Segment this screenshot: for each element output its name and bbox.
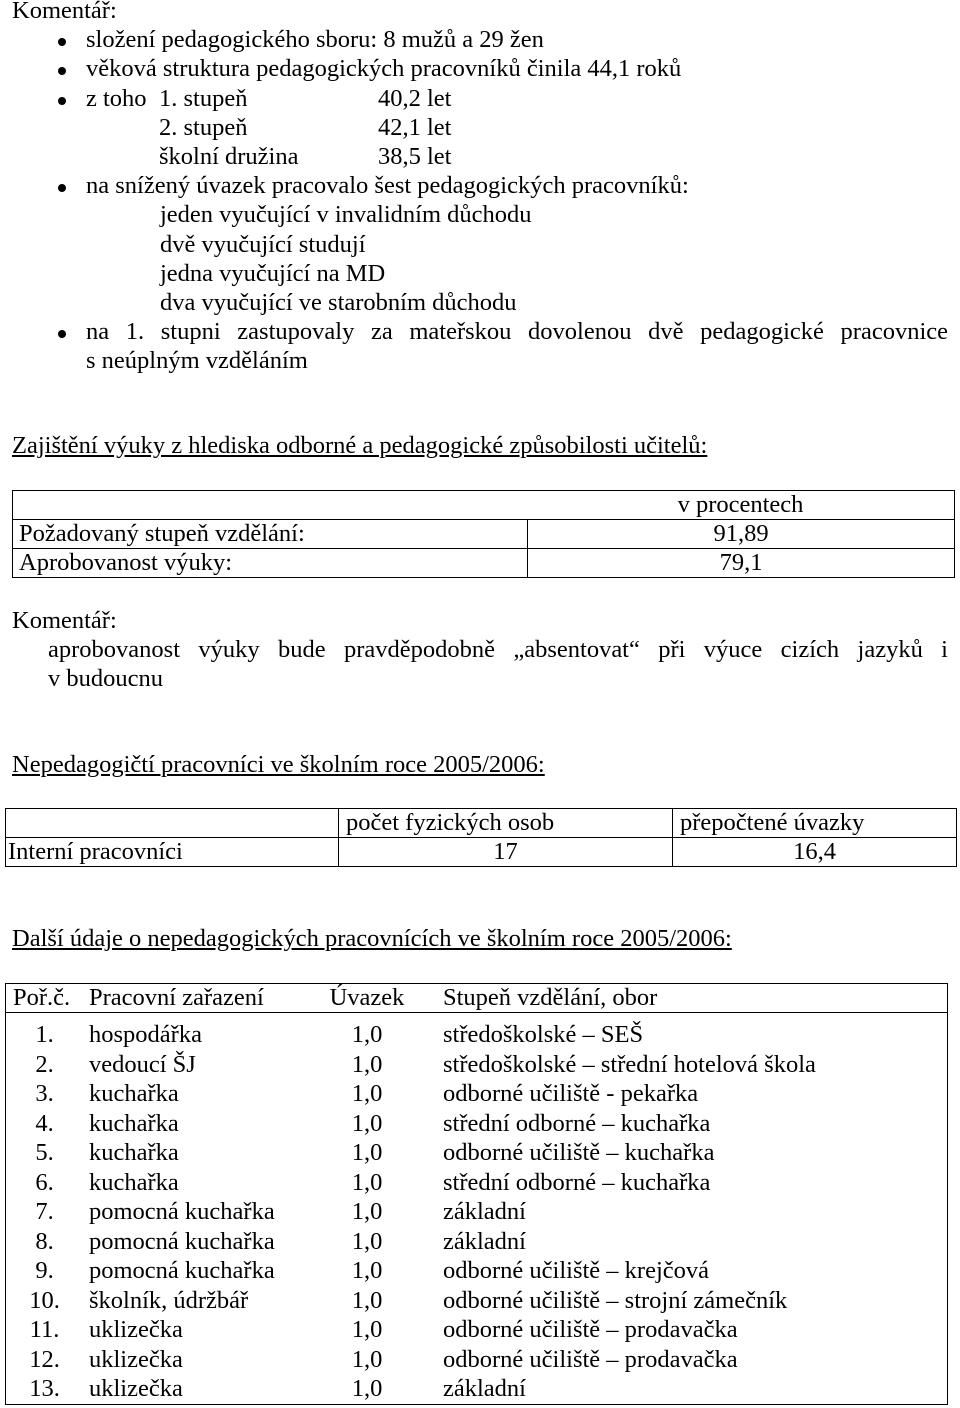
workload: 1,0 [351, 1257, 383, 1284]
workload: 1,0 [351, 1109, 383, 1137]
empty-header-cell [6, 809, 338, 837]
education-field: odborné učiliště – strojní zámečník [443, 1286, 788, 1314]
age-group-label: školní družina [159, 142, 299, 170]
education-field: základní [443, 1375, 526, 1402]
bullet-text: z toho [86, 84, 147, 112]
column-header-education: Stupeň vzdělání, obor [443, 984, 658, 1011]
age-group-value: 42,1 let [378, 113, 452, 141]
job-position: uklizečka [89, 1345, 183, 1373]
bullet-icon [58, 97, 66, 105]
sub-item-text: dvě vyučující studují [160, 230, 366, 258]
bullet-text: složení pedagogického sboru: 8 mužů a 29 žen [86, 26, 544, 54]
table-row [6, 1286, 947, 1316]
row-number: 1. [35, 1021, 54, 1048]
row-number: 10. [29, 1286, 60, 1314]
sub-item [0, 230, 960, 259]
education-field: odborné učiliště – prodavačka [443, 1316, 738, 1343]
column-header-position: Pracovní zařazení [89, 984, 264, 1011]
table-row [6, 1079, 947, 1109]
row-label: Aprobovanost výuky: [19, 549, 232, 576]
age-group-label: 1. stupeň [159, 84, 248, 112]
table-row [6, 1227, 947, 1257]
workload: 1,0 [351, 1316, 383, 1343]
bullet-item [0, 25, 960, 54]
table-row [6, 1256, 947, 1286]
fte-value: 16,4 [672, 838, 956, 866]
education-field: středoškolské – střední hotelová škola [443, 1050, 816, 1078]
table-row [6, 1138, 947, 1168]
sub-item [0, 200, 960, 229]
staff-details-table [5, 983, 948, 1405]
education-field: základní [443, 1198, 526, 1225]
workload: 1,0 [351, 1050, 383, 1078]
job-position: hospodářka [89, 1021, 202, 1048]
education-field: odborné učiliště - pekařka [443, 1080, 699, 1107]
non-teaching-heading: Nepedagogičtí pracovníci ve školním roce 2005/2006: [12, 751, 545, 778]
row-label: Požadovaný stupeň vzdělání: [19, 520, 305, 547]
row-number: 6. [35, 1168, 54, 1196]
table-row [6, 1315, 947, 1345]
empty-header-cell [13, 491, 527, 519]
workload: 1,0 [351, 1286, 383, 1314]
column-header: počet fyzických osob [338, 809, 672, 837]
table-row [6, 1345, 947, 1375]
education-field: odborné učiliště – krejčová [443, 1257, 710, 1284]
comment-label: Komentář: [12, 607, 117, 634]
job-position: pomocná kuchařka [89, 1227, 275, 1255]
table-row [6, 837, 956, 866]
job-position: uklizečka [89, 1316, 183, 1343]
comment-label: Komentář: [12, 0, 117, 24]
comment-label-row [0, 606, 960, 635]
table-row [6, 1197, 947, 1227]
workload: 1,0 [351, 1168, 383, 1196]
workload: 1,0 [351, 1080, 383, 1107]
column-header: přepočtené úvazky [672, 809, 956, 837]
job-position: školník, údržbář [89, 1286, 249, 1314]
job-position: kuchařka [89, 1139, 179, 1166]
job-position: kuchařka [89, 1080, 179, 1107]
row-number: 4. [35, 1109, 54, 1137]
job-position: kuchařka [89, 1168, 179, 1196]
row-number: 13. [29, 1375, 60, 1402]
job-position: pomocná kuchařka [89, 1198, 275, 1225]
education-field: střední odborné – kuchařka [443, 1109, 711, 1137]
sub-item-text: dva vyučující ve starobním důchodu [160, 288, 517, 316]
column-header-workload: Úvazek [329, 984, 405, 1011]
qualification-heading: Zajištění výuky z hlediska odborné a pedagogické způsobilosti učitelů: [12, 432, 708, 459]
bullet-paragraph: na 1. stupni zastupovaly za mateřskou dovolenou dvě pedagogické pracovnice s neúplným vzděláním [86, 318, 948, 375]
job-position: kuchařka [89, 1109, 179, 1137]
education-field: odborné učiliště – kuchařka [443, 1139, 715, 1166]
education-field: středoškolské – SEŠ [443, 1021, 644, 1048]
table-header-row [6, 984, 947, 1013]
table-header-row [6, 809, 956, 837]
education-field: střední odborné – kuchařka [443, 1168, 711, 1196]
row-number: 9. [35, 1257, 54, 1284]
row-number: 5. [35, 1139, 54, 1166]
sub-item [0, 259, 960, 288]
comment-section-1 [0, 0, 960, 375]
job-position: pomocná kuchařka [89, 1257, 275, 1284]
workload: 1,0 [351, 1139, 383, 1166]
non-teaching-table [5, 808, 957, 867]
table-row [6, 1168, 947, 1198]
table-row [6, 1109, 947, 1139]
table-row [13, 548, 954, 577]
headcount-value: 17 [338, 838, 672, 866]
sub-item-text: jeden vyučující v invalidním důchodu [160, 201, 532, 229]
row-value: 79,1 [527, 549, 954, 577]
comment-paragraph: aprobovanost výuky bude pravděpodobně „absentovat“ při výuce cizích jazyků i v budoucnu [48, 636, 948, 693]
row-label: Interní pracovníci [8, 838, 183, 865]
workload: 1,0 [351, 1021, 383, 1048]
row-number: 3. [35, 1080, 54, 1107]
age-group-value: 38,5 let [378, 142, 452, 170]
qualification-table [12, 490, 955, 578]
row-number: 2. [35, 1050, 54, 1078]
column-header-number: Poř.č. [13, 984, 71, 1011]
column-header: v procentech [677, 491, 804, 518]
comment-label-row [0, 0, 960, 25]
bullet-icon [58, 330, 66, 338]
table-row [6, 1050, 947, 1080]
row-value: 91,89 [527, 520, 954, 548]
table-header-row [13, 491, 954, 519]
workload: 1,0 [351, 1227, 383, 1255]
bullet-item [0, 54, 960, 83]
bullet-item [0, 84, 960, 113]
workload: 1,0 [351, 1375, 383, 1402]
sub-item [0, 288, 960, 317]
bullet-icon [58, 38, 66, 46]
bullet-icon [58, 67, 66, 75]
sub-item-text: jedna vyučující na MD [160, 259, 386, 287]
bullet-item [0, 171, 960, 200]
row-number: 7. [35, 1198, 54, 1225]
row-number: 11. [29, 1316, 60, 1343]
age-group-row [0, 142, 960, 171]
bullet-item [0, 317, 960, 375]
comment-section-2 [0, 606, 960, 694]
table-row [6, 1020, 947, 1050]
row-number: 8. [35, 1227, 54, 1255]
job-position: vedoucí ŠJ [89, 1050, 196, 1078]
age-group-value: 40,2 let [378, 84, 452, 112]
workload: 1,0 [351, 1198, 383, 1225]
job-position: uklizečka [89, 1375, 183, 1402]
age-group-label: 2. stupeň [159, 113, 248, 141]
bullet-icon [58, 184, 66, 192]
education-field: odborné učiliště – prodavačka [443, 1345, 738, 1373]
bullet-text: věková struktura pedagogických pracovníků činila 44,1 roků [86, 55, 682, 83]
bullet-text: na snížený úvazek pracovalo šest pedagogických pracovníků: [86, 172, 689, 200]
table-row [13, 519, 954, 548]
row-number: 12. [29, 1345, 60, 1373]
table-body [6, 1013, 947, 1404]
workload: 1,0 [351, 1345, 383, 1373]
details-heading: Další údaje o nepedagogických pracovnících ve školním roce 2005/2006: [12, 925, 732, 952]
table-row [6, 1374, 947, 1404]
education-field: základní [443, 1227, 526, 1255]
age-group-row [0, 113, 960, 142]
